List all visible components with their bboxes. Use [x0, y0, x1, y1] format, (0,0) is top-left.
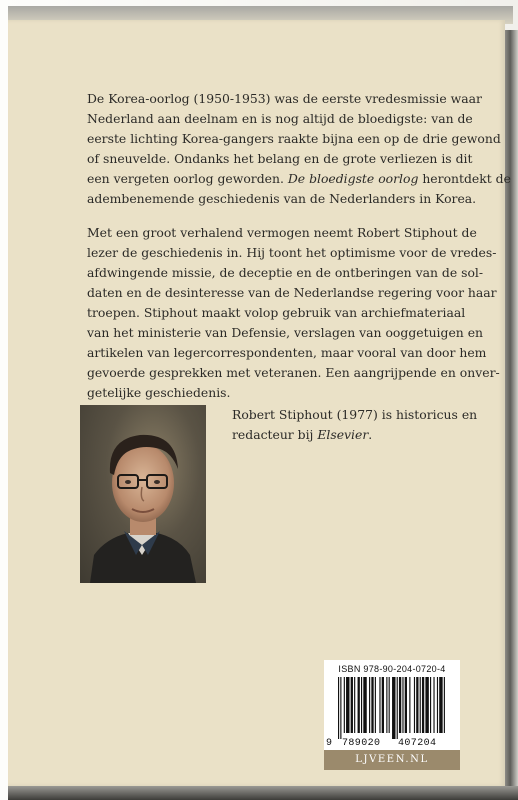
barcode-bar: [409, 677, 410, 733]
blurb-line: artikelen van legercorrespondenten, maar vooral van door hem: [87, 345, 487, 360]
blurb-line: adembenemende geschiedenis van de Nederlanders in Korea.: [87, 191, 477, 206]
book-title: De bloedigste oorlog: [287, 171, 419, 186]
barcode-bar: [425, 677, 428, 733]
barcode-bar: [371, 677, 373, 733]
blurb-line: [87, 169, 511, 189]
barcode-bar: [433, 677, 434, 733]
barcode-bar: [389, 677, 390, 733]
blurb-line: Met een groot verhalend vermogen neemt Robert Stiphout de: [87, 225, 477, 240]
blurb-line: afdwingende missie, de deceptie en de ontberingen van de sol-: [87, 265, 484, 280]
barcode-bar: [346, 677, 349, 733]
magazine-name: Elsevier: [317, 427, 369, 442]
barcode-bar: [422, 677, 424, 733]
barcode-bar: [386, 677, 387, 733]
author-bio-text: .: [368, 427, 373, 442]
blurb-line: lezer de geschiedenis in. Hij toont het optimisme voor de vredes-: [87, 245, 497, 260]
blurb-line: getelijke geschiedenis.: [87, 385, 231, 400]
publisher-label: LJVEEN.NL: [324, 750, 460, 770]
blurb-text: een vergeten oorlog geworden.: [87, 171, 288, 186]
barcode-bar: [405, 677, 407, 733]
barcode-bar: [399, 677, 401, 733]
blurb-line: eerste lichting Korea-gangers raakte bijna een op de drie gewond: [87, 131, 501, 146]
barcode-bar: [437, 677, 438, 733]
barcode-bar: [382, 677, 384, 733]
author-portrait-illustration: [80, 405, 206, 583]
blurb-line: of sneuvelde. Ondanks het belang en de grote verliezen is dit: [87, 151, 473, 166]
blurb-paragraph-1: [87, 89, 511, 209]
blurb-line: troepen. Stiphout maakt volop gebruik van archiefmateriaal: [87, 305, 466, 320]
barcode-bar: [379, 677, 380, 733]
barcode-bar: [358, 677, 360, 733]
blurb-line: Nederland aan deelnam en is nog altijd de bloedigste: van de: [87, 111, 473, 126]
barcode-bar: [416, 677, 418, 733]
isbn-number: ISBN 978-90-204-0720-4: [338, 664, 446, 674]
book-page-edge-right: [505, 30, 518, 800]
barcode-bar: [361, 677, 362, 733]
barcode-bar: [430, 677, 431, 733]
barcode-bar: [397, 677, 398, 739]
barcode-icon: [332, 677, 452, 739]
author-photo: [80, 405, 206, 583]
author-bio-text: redacteur bij: [232, 427, 318, 442]
blurb-line: van het ministerie van Defensie, verslagen van ooggetuigen en: [87, 325, 484, 340]
barcode-bar: [392, 677, 395, 739]
barcode-bar: [340, 677, 341, 739]
barcode-bar: [354, 677, 355, 733]
ean-first-digit: 9: [326, 738, 333, 749]
blurb-line: daten en de desinteresse van de Nederlandse regering voor haar: [87, 285, 497, 300]
blurb-paragraph-2: [87, 223, 500, 403]
ean-right-group: 407204: [398, 738, 437, 749]
barcode-bar: [414, 677, 415, 733]
ean-left-group: 789020: [342, 738, 381, 749]
barcode-bar: [402, 677, 403, 733]
barcode-bar: [444, 677, 445, 733]
barcode-bar: [338, 677, 339, 739]
blurb-line: De Korea-oorlog (1950-1953) was de eerste vredesmissie waar: [87, 91, 482, 106]
barcode-bar: [375, 677, 376, 733]
barcode-bar: [344, 677, 345, 733]
author-bio-line: Robert Stiphout (1977) is historicus en: [232, 407, 478, 422]
book-page-edge-bottom: [8, 786, 518, 800]
barcode-bar: [351, 677, 353, 733]
barcode-bar: [369, 677, 370, 733]
author-bio: [232, 405, 478, 445]
blurb-line: gevoerde gesprekken met veteranen. Een aangrijpende en onver-: [87, 365, 500, 380]
author-bio-line: [232, 425, 462, 445]
barcode-bar: [420, 677, 421, 733]
barcode-bar: [363, 677, 366, 733]
blurb-text: herontdekt de: [418, 171, 511, 186]
barcode-bar: [439, 677, 442, 733]
